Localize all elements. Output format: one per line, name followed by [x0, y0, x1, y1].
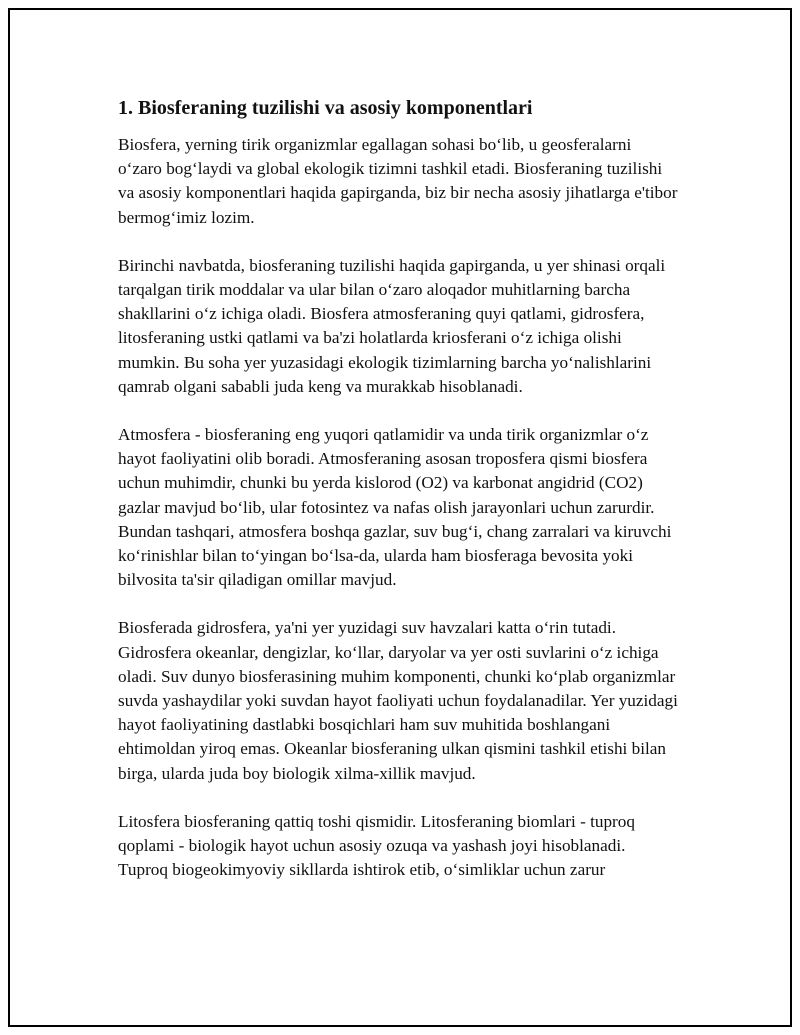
document-content [118, 96, 678, 906]
paragraph-1: Biosfera, yerning tirik organizmlar egallagan sohasi bo‘lib, u geosferalarni o‘zaro bog‘laydi va global ekologik tizimni tashkil etadi. Biosferaning tuzilishi va asosiy komponentlari haqida gapirganda, biz bir necha asosiy jihatlarga e'tibor bermog‘imiz lozim. [118, 135, 678, 227]
paragraph-3: Atmosfera - biosferaning eng yuqori qatlamidir va unda tirik organizmlar o‘z hayot faoliyatini olib boradi. Atmosferaning asosan troposfera qismi biosfera uchun muhimdir, chunki bu yerda kislorod (O2) va karbonat angidrid (CO2) gazlar mavjud bo‘lib, ular fotosintez va nafas olish jarayonlari uchun zarurdir. Bundan tashqari, atmosfera boshqa gazlar, suv bug‘i, chang zarralari va kiruvchi ko‘rinishlar bilan to‘yingan bo‘lsa-da, ularda ham biosferaga bevosita yoki bilvosita ta'sir qiladigan omillar mavjud. [118, 425, 672, 590]
paragraph-2: Birinchi navbatda, biosferaning tuzilishi haqida gapirganda, u yer shinasi orqali tarqalgan tirik moddalar va ular bilan o‘zaro aloqador muhitlarning barcha shakllarini o‘z ichiga oladi. Biosfera atmosferaning quyi qatlami, gidrosfera, litosferaning ustki qatlami va ba'zi holatlarda kriosferani o‘z ichiga olishi mumkin. Bu soha yer yuzasidagi ekologik tizimlarning barcha yo‘nalishlarini qamrab olgani sababli juda keng va murakkab hisoblanadi. [118, 255, 666, 396]
paragraph-5: Litosfera biosferaning qattiq toshi qismidir. Litosferaning biomlari - tuproq qoplami - biologik hayot uchun asosiy ozuqa va yashash joyi hisoblanadi. Tuproq biogeokimyoviy sikllarda ishtirok etib, o‘simliklar uchun zarur [118, 811, 635, 880]
paragraph-4: Biosferada gidrosfera, ya'ni yer yuzidagi suv havzalari katta o‘rin tutadi. Gidrosfera okeanlar, dengizlar, ko‘llar, daryolar va yer osti suvlarini o‘z ichiga oladi. Suv dunyo biosferasining muhim komponenti, chunki ko‘plab organizmlar suvda yashaydilar yoki suvdan hayot faoliyati uchun foydalanadilar. Yer yuzidagi hayot faoliyatining dastlabki bosqichlari ham suv muhitida boshlangani ehtimoldan yiroq emas. Okeanlar biosferaning ulkan qismini tashkil etishi bilan birga, ularda juda boy biologik xilma-xillik mavjud. [118, 618, 678, 783]
section-heading: 1. Biosferaning tuzilishi va asosiy komponentlari [118, 97, 533, 119]
document-page [8, 8, 792, 1027]
